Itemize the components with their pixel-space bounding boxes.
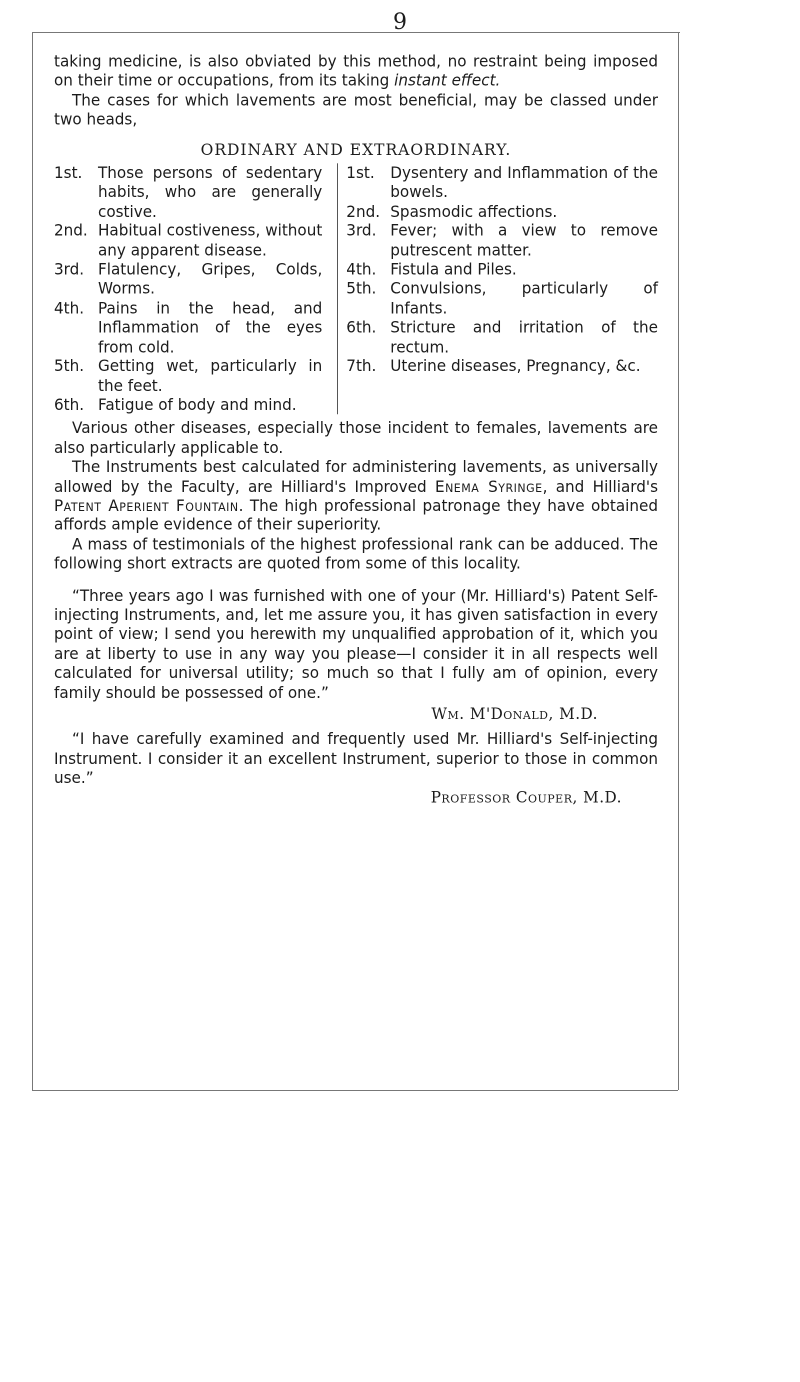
list-item: 6th. Fatigue of body and mind. xyxy=(54,395,297,415)
list-item: 5th. Getting wet, particularly in the feet. xyxy=(54,356,323,395)
intro-paragraph: taking medicine, is also obviated by this method, no restraint being imposed on their time or occupations, from its taking instant effect. xyxy=(54,52,658,91)
enema-syringe-name: Enema Syringe xyxy=(434,476,543,496)
section-heading: ORDINARY AND EXTRAORDINARY. xyxy=(200,139,512,159)
list-item: 3rd. Fever; with a view to remove putrescent matter. xyxy=(346,221,658,260)
list-item: 6th. Stricture and irritation of the rectum. xyxy=(346,317,658,357)
list-item: 7th. Uterine diseases, Pregnancy, &c. xyxy=(346,356,641,376)
instruments-paragraph: The Instruments best calculated for administering lavements, as universally allowed by the Faculty, are Hilliard's Improved Enema Syringe, and Hilliard's Patent Aperient Fountain. The high professional patronage they have obtained affords ample evidence of their superiority. xyxy=(54,457,658,535)
other-diseases-paragraph: Various other diseases, especially those incident to females, lavements are also particularly applicable to. xyxy=(54,418,658,458)
testimonial-author: Wm. M'Donald, M.D. xyxy=(431,704,598,723)
list-item: 4th. Fistula and Piles. xyxy=(346,259,517,279)
testimonials-intro-paragraph: A mass of testimonials of the highest professional rank can be adduced. The following short extracts are quoted from some of this locality. xyxy=(54,534,658,573)
list-item: 5th. Convulsions, particularly of Infants. xyxy=(346,279,658,318)
emphasis-text: instant effect. xyxy=(394,71,501,91)
page-number: 9 xyxy=(393,10,407,35)
extraordinary-list xyxy=(334,163,658,414)
list-item: 2nd. Spasmodic affections. xyxy=(346,201,558,221)
list-item: 4th. Pains in the head, and Inflammation of the eyes from cold. xyxy=(54,298,323,357)
column-divider xyxy=(337,163,338,414)
page-border-right xyxy=(678,32,679,1090)
cases-columns xyxy=(54,163,658,414)
patent-fountain-name: Patent Aperient Fountain xyxy=(54,496,239,515)
list-item: 1st. Those persons of sedentary habits, who are generally costive. xyxy=(54,163,323,221)
page-content xyxy=(54,52,658,807)
list-item: 1st. Dysentery and Inflammation of the bowels. xyxy=(346,163,658,202)
testimonial-quote: “Three years ago I was furnished with one of your (Mr. Hilliard's) Patent Self-injecting Instruments, and, let me assure you, it has given satisfaction in every point of view; I send you herewith my unqualified approbation of it, which you are at liberty to use in any way you please—I consider it in all respects well calculated for universal utility; so much so that I fully am of opinion, every family should be possessed of one.” xyxy=(54,585,658,702)
testimonial-quote: “I have carefully examined and frequently used Mr. Hilliard's Self-injecting Instrument. I consider it an excellent Instrument, superior to those in common use.” xyxy=(54,729,658,788)
ordinary-list xyxy=(54,163,334,414)
page-border-bottom xyxy=(32,1090,678,1091)
cases-paragraph: The cases for which lavements are most beneficial, may be classed under two heads, xyxy=(54,90,658,129)
list-item: 3rd. Flatulency, Gripes, Colds, Worms. xyxy=(54,259,323,299)
list-item: 2nd. Habitual costiveness, without any apparent disease. xyxy=(54,221,323,260)
testimonial-author: Professor Couper, M.D. xyxy=(430,787,622,807)
page-border-left xyxy=(32,32,33,1090)
